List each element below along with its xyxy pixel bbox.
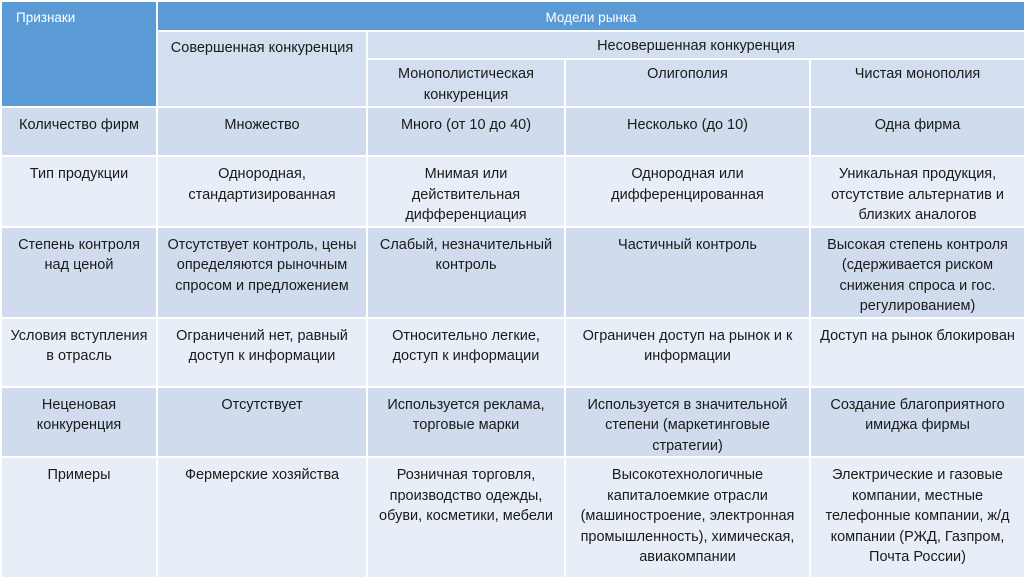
row-feature: Примеры [1,457,157,578]
cell-perfect: Множество [157,107,367,156]
table-row [1,107,1024,156]
cell-pure-monopoly: Одна фирма [810,107,1024,156]
cell-pure-monopoly: Доступ на рынок блокирован [810,318,1024,387]
cell-perfect: Ограничений нет, равный доступ к информации [157,318,367,387]
cell-perfect: Отсутствует [157,387,367,458]
row-feature: Неценовая конкуренция [1,387,157,458]
cell-oligopoly: Используется в значительной степени (маркетинговые стратегии) [565,387,810,458]
cell-monopolistic: Относительно легкие, доступ к информации [367,318,565,387]
cell-perfect: Отсутствует контроль, цены определяются рыночным спросом и предложением [157,227,367,318]
cell-oligopoly: Высокотехнологичные капиталоемкие отрасли (машиностроение, электронная промышленность), химическая, авиакомпании [565,457,810,578]
header-oligopoly: Олигополия [565,59,810,107]
header-monopolistic: Монополистическая конкуренция [367,59,565,107]
table-row [1,227,1024,318]
cell-pure-monopoly: Высокая степень контроля (сдерживается риском снижения спроса и гос. регулированием) [810,227,1024,318]
table-row [1,387,1024,458]
cell-monopolistic: Много (от 10 до 40) [367,107,565,156]
row-feature: Степень контроля над ценой [1,227,157,318]
header-perfect-competition: Совершенная конкуренция [157,31,367,107]
table-row [1,156,1024,227]
cell-perfect: Фермерские хозяйства [157,457,367,578]
cell-monopolistic: Мнимая или действительная дифференциация [367,156,565,227]
row-feature: Тип продукции [1,156,157,227]
header-pure-monopoly: Чистая монополия [810,59,1024,107]
row-feature: Количество фирм [1,107,157,156]
cell-oligopoly: Несколько (до 10) [565,107,810,156]
row-feature: Условия вступления в отрасль [1,318,157,387]
cell-monopolistic: Используется реклама, торговые марки [367,387,565,458]
cell-oligopoly: Ограничен доступ на рынок и к информации [565,318,810,387]
cell-monopolistic: Розничная торговля, производство одежды, обуви, косметики, мебели [367,457,565,578]
header-features: Признаки [1,1,157,107]
cell-pure-monopoly: Создание благоприятного имиджа фирмы [810,387,1024,458]
cell-pure-monopoly: Электрические и газовые компании, местные телефонные компании, ж/д компании (РЖД, Газпром, Почта России) [810,457,1024,578]
table-row [1,457,1024,578]
cell-perfect: Однородная, стандартизированная [157,156,367,227]
header-imperfect-competition: Несовершенная конкуренция [367,31,1024,59]
cell-oligopoly: Частичный контроль [565,227,810,318]
cell-oligopoly: Однородная или дифференцированная [565,156,810,227]
cell-monopolistic: Слабый, незначительный контроль [367,227,565,318]
cell-pure-monopoly: Уникальная продукция, отсутствие альтернатив и близких аналогов [810,156,1024,227]
header-market-models: Модели рынка [157,1,1024,31]
table-row [1,318,1024,387]
